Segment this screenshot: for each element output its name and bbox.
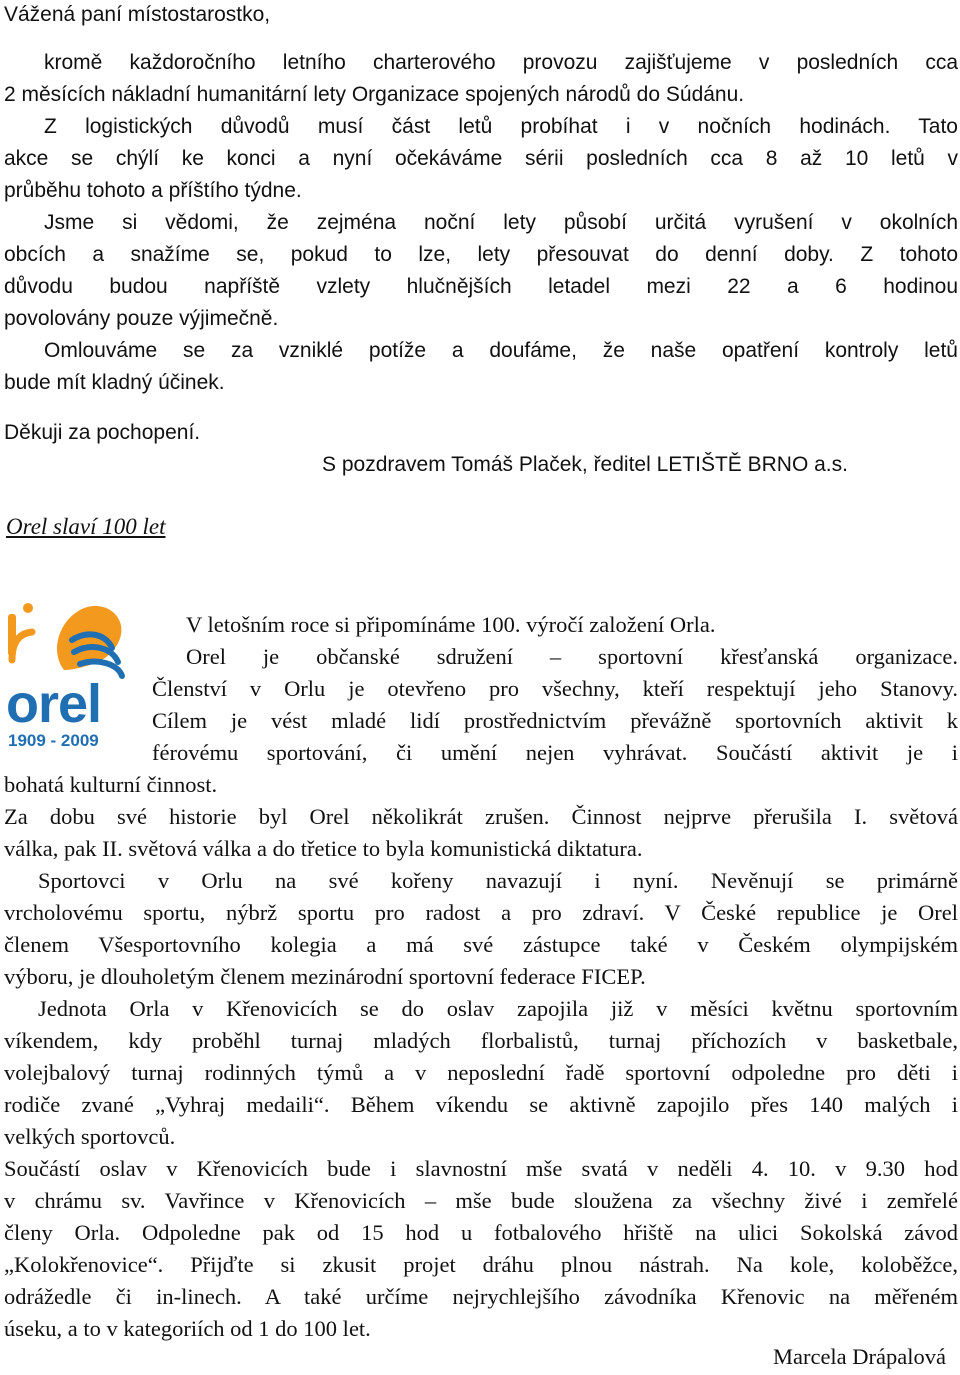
article-line: Součástí oslav v Křenovicích bude i slavnostní mše svatá v neděli 4. 10. v 9.30 hod (4, 1156, 958, 1181)
article-line: členy Orla. Odpoledne pak od 15 hod u fotbalového hřiště na ulici Sokolská závod (4, 1220, 958, 1245)
letter-salutation: Vážená paní místostarostko, (4, 3, 271, 26)
svg-text:1909 - 2009: 1909 - 2009 (8, 731, 99, 750)
letter-line: Z logistických důvodů musí část letů probíhat i v nočních hodinách. Tato (44, 115, 958, 138)
article-line: Orel je občanské sdružení – sportovní křesťanská organizace. (186, 644, 958, 669)
letter-thanks: Děkuji za pochopení. (4, 421, 201, 444)
letter-line: 2 měsících nákladní humanitární lety Organizace spojených národů do Súdánu. (4, 83, 745, 106)
article-line: výboru, je dlouholetým členem mezinárodní sportovní federace FICEP. (4, 964, 646, 989)
letter-line: obcích a snažíme se, pokud to lze, lety přesouvat do denní doby. Z tohoto (4, 243, 958, 266)
letter-line: bude mít kladný účinek. (4, 371, 225, 394)
article-line: férovému sportování, či umění nejen vyhrávat. Součástí aktivit je i (152, 740, 958, 765)
article-author: Marcela Drápalová (772, 1344, 946, 1369)
article-line: víkendem, kdy proběhl turnaj mladých florbalistů, turnaj příchozích v basketbale, (4, 1028, 958, 1053)
letter-line: akce se chýlí ke konci a nyní očekáváme sérii posledních cca 8 až 10 letů v (4, 147, 958, 170)
article-line: Jednota Orla v Křenovicích se do oslav zapojila již v měsíci květnu sportovním (38, 996, 958, 1021)
article-line: úseku, a to v kategoriích od 1 do 100 let. (4, 1316, 371, 1341)
article-line: válka, pak II. světová válka a do třetice to byla komunistická diktatura. (4, 836, 643, 861)
svg-text:orel: orel (6, 674, 102, 734)
article-line: rodiče zvané „Vyhraj medaili“. Během víkendu se aktivně zapojilo přes 140 malých i (4, 1092, 958, 1117)
article-line: Členství v Orlu je otevřeno pro všechny, kteří respektují jeho Stanovy. (152, 676, 958, 701)
letter-line: Omlouváme se za vzniklé potíže a doufáme, že naše opatření kontroly letů (44, 339, 958, 362)
article-line: volejbalový turnaj rodinných týmů a v neposlední řadě sportovní odpoledne pro děti i (4, 1060, 958, 1085)
article-line: odrážedle či in-linech. A také určíme nejrychlejšího závodníka Křenovic na měřeném (4, 1284, 958, 1309)
article-line: V letošním roce si připomínáme 100. výročí založení Orla. (186, 612, 716, 637)
letter-signature: S pozdravem Tomáš Plaček, ředitel LETIŠTĚ BRNO a.s. (322, 453, 848, 476)
article-heading: Orel slaví 100 let (6, 514, 166, 539)
letter-line: kromě každoročního letního charterového provozu zajišťujeme v posledních cca (44, 51, 958, 74)
article-line: Sportovci v Orlu na své kořeny navazují i nyní. Nevěnují se primárně (38, 868, 958, 893)
article-line: Cílem je vést mladé lidí prostřednictvím převážně sportovních aktivit k (152, 708, 958, 733)
article-line: v chrámu sv. Vavřince v Křenovicích – mše bude sloužena za všechny živé i zemřelé (4, 1188, 958, 1213)
article-line: vrcholovému sportu, nýbrž sportu pro radost a pro zdraví. V České republice je Orel (4, 900, 958, 925)
letter-line: průběhu tohoto a příštího týdne. (4, 179, 302, 202)
letter-line: povolovány pouze výjimečně. (4, 307, 279, 330)
article-line: členem Všesportovního kolegia a má své zástupce také v Českém olympijském (4, 932, 958, 957)
article-line: Za dobu své historie byl Orel několikrát zrušen. Činnost nejprve přerušila I. světová (4, 804, 958, 829)
orel-logo-icon (2, 600, 142, 750)
article-line: bohatá kulturní činnost. (4, 772, 218, 797)
letter-line: Jsme si vědomi, že zejména noční lety působí určitá vyrušení v okolních (44, 211, 958, 234)
article-line: „Kolokřenovice“. Přijďte si zkusit projet dráhu plnou nástrah. Na kole, koloběžce, (4, 1252, 958, 1277)
article-line: velkých sportovců. (4, 1124, 176, 1149)
letter-line: důvodu budou napříště vzlety hlučnějších letadel mezi 22 a 6 hodinou (4, 275, 958, 298)
